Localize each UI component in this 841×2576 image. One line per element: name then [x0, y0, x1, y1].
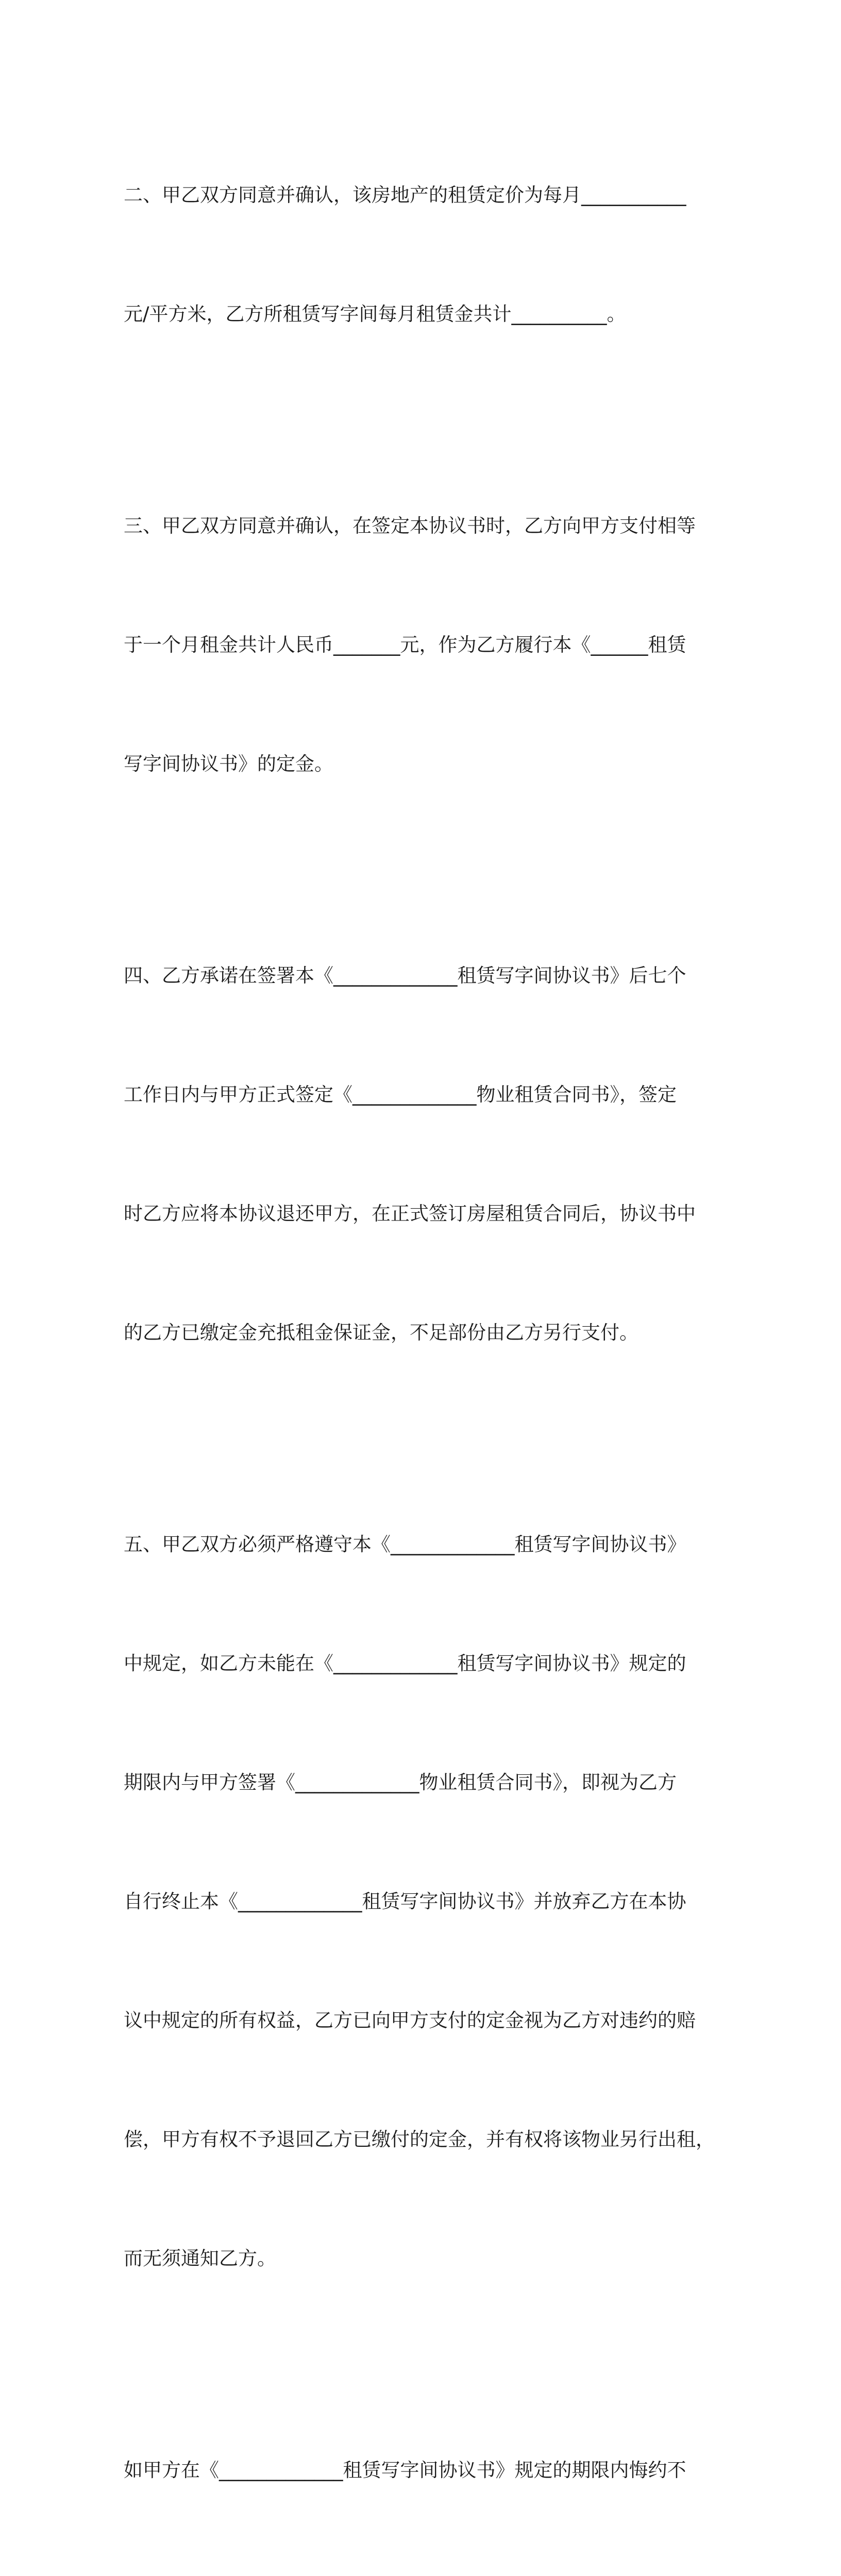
text-line: 写字间协议书》的定金。 — [124, 753, 333, 775]
text-line: 的乙方已缴定金充抵租金保证金，不足部份由乙方另行支付。 — [124, 1321, 638, 1344]
clause-3-paragraph — [124, 427, 711, 863]
text-line: 期限内与甲方签署《_____________物业租赁合同书》，即视为乙方 — [124, 1771, 677, 1793]
text-line: 三、甲乙双方同意并确认，在签定本协议书时，乙方向甲方支付相等 — [124, 515, 696, 537]
text-line — [124, 2569, 711, 2576]
document-body — [124, 96, 715, 2576]
text-line: 时乙方应将本协议退还甲方，在正式签订房屋租赁合同后，协议书中 — [124, 1202, 696, 1225]
text-line: 而无须通知乙方。 — [124, 2247, 276, 2269]
text-line: 工作日内与甲方正式签定《_____________物业租赁合同书》，签定 — [124, 1083, 677, 1106]
text-line: 于一个月租金共计人民币_______元，作为乙方履行本《______租赁 — [124, 634, 686, 656]
clause-4-paragraph — [124, 876, 711, 1432]
clause-5-paragraph — [124, 1445, 715, 2358]
text-line: 偿，甲方有权不予退回乙方已缴付的定金，并有权将该物业另行出租， — [124, 2128, 715, 2150]
text-line: 如甲方在《_____________租赁写字间协议书》规定的期限内悔约不 — [124, 2459, 686, 2481]
text-line: 元/平方米，乙方所租赁写字间每月租赁金共计__________。 — [124, 303, 626, 325]
clause-2-paragraph — [124, 96, 711, 413]
text-line: 四、乙方承诺在签署本《_____________租赁写字间协议书》后七个 — [124, 964, 686, 987]
clause-5-continued-paragraph — [124, 2371, 711, 2576]
text-line: 议中规定的所有权益，乙方已向甲方支付的定金视为乙方对违约的赔 — [124, 2009, 696, 2031]
text-line: 五、甲乙双方必须严格遵守本《_____________租赁写字间协议书》 — [124, 1533, 686, 1555]
text-line: 中规定，如乙方未能在《_____________租赁写字间协议书》规定的 — [124, 1652, 686, 1674]
text-line: 自行终止本《_____________租赁写字间协议书》并放弃乙方在本协 — [124, 1890, 686, 1912]
text-line: 二、甲乙双方同意并确认，该房地产的租赁定价为每月___________ — [124, 184, 686, 206]
